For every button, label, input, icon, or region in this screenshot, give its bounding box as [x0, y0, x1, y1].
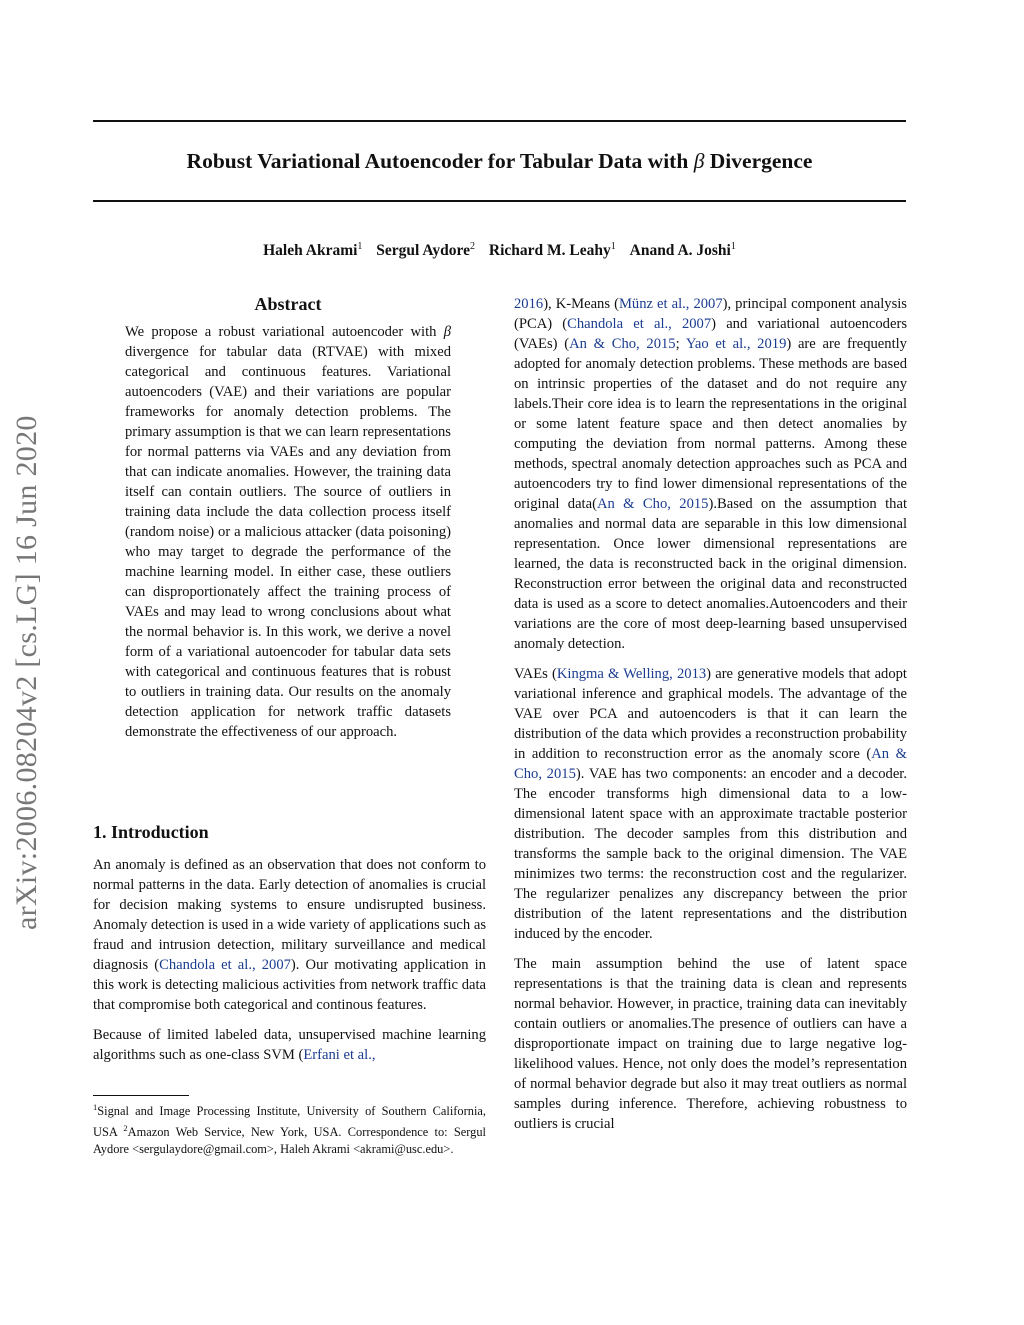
affiliation-mark: 1 [357, 241, 363, 252]
abstract-paragraph: We propose a robust variational autoencoder with β divergence for tabular data (RTVAE) with mixed categorical and continuous features. Variational autoencoders (VAE) and their variations are popular frameworks for anomaly detection problems. The primary assumption is that we can learn representations for normal patterns via VAEs and any deviation from that can indicate anomalies. However, the training data itself can contain outliers. The source of outliers in training data include the data collection process itself (random noise) or a malicious attacker (data poisoning) who may target to degrade the performance of the machine learning model. In either case, these outliers can disproportionately affect the training process of VAEs and may lead to wrong conclusions about what the normal behavior is. In this work, we derive a novel form of a variational autoencoder for tabular data sets with categorical and continuous features that is robust to outliers in training data. Our results on the anomaly detection application for network traffic datasets demonstrate the effectiveness of our approach. [125, 324, 451, 740]
right-column [514, 294, 907, 1144]
citation-link[interactable]: An & Cho, 2015 [514, 746, 907, 782]
title-text: Robust Variational Autoencoder for Tabular Data with [186, 149, 694, 173]
introduction-left-column [93, 855, 486, 1075]
author: Haleh Akrami$^1$ [263, 241, 363, 260]
citation-link[interactable]: 2016 [514, 296, 544, 312]
author-list [93, 236, 906, 262]
beta-symbol: β [443, 324, 451, 340]
right-paragraph-1: 2016), K-Means (Münz et al., 2007), principal component analysis (PCA) (Chandola et al., 2007) and variational autoencoders (VAEs) (An & Cho, 2015; Yao et al., 2019) are are frequently adopted for anomaly detection problems. These methods are based on intrinsic properties of the dataset and do not require any labels.Their core idea is to learn the representations in the original or some latent feature space and then detect anomalies by computing the deviation from normal patterns. Among these methods, spectral anomaly detection approaches such as PCA and autoencoders try to find lower dimensional representations of the original data(An & Cho, 2015).Based on the assumption that anomalies and normal data are separable in this low dimensional representation. Once lower dimensional representations are learned, the data is reconstructed back in the original dimension. Reconstruction error between the original data and reconstructed data is used as a score to detect anomalies.Autoencoders and their variations are the core of most deep-learning based unsupervised anomaly detection. [514, 296, 908, 652]
author: Richard M. Leahy$^1$ [488, 241, 616, 260]
affiliation-mark: 1 [730, 241, 736, 252]
author: Sergul Aydore$^2$ [376, 241, 476, 260]
author: Anand A. Joshi$^1$ [629, 241, 736, 260]
footnote-rule [93, 1095, 189, 1096]
citation-link[interactable]: Erfani et al., [303, 1047, 376, 1063]
title-beta-symbol: β [693, 149, 705, 173]
citation-link[interactable]: Chandola et al., 2007 [159, 957, 291, 973]
title-top-rule [93, 120, 906, 122]
title-bottom-rule [93, 200, 906, 202]
right-paragraph-3: The main assumption behind the use of latent space representations is that the training data is clean and represents normal behavior. However, in practice, training data can inevitably contain outliers or anomalies.The presence of outliers can have a disproportionate impact on training due to large negative log-likelihood values. Hence, not only does the model’s representation of normal behavior degrade but also it may treat outliers as normal samples during inference. Therefore, achieving robustness to outliers is crucial [514, 956, 907, 1132]
affiliation-mark: 1 [610, 241, 616, 252]
paper-title [93, 146, 906, 176]
right-paragraph-2: VAEs (Kingma & Welling, 2013) are generative models that adopt variational inference and graphical models. The advantage of the VAE over PCA and autoencoders is that it can learn the distribution of the data which provides a reconstruction probability in addition to reconstruction error as the anomaly score (An & Cho, 2015). VAE has two components: an encoder and a decoder. The encoder transforms high dimensional data to a low-dimensional latent space with an approximate tractable posterior distribution. The decoder samples from this distribution and transforms the sample back to the original dimension. The VAE minimizes two terms: the reconstruction cost and the regularizer. The regularizer penalizes any discrepancy between the prior distribution of the latent representations and the distribution induced by the encoder. [514, 666, 907, 942]
title-text-end: Divergence [704, 149, 813, 173]
citation-link[interactable]: Yao et al., 2019 [685, 336, 787, 352]
citation-link[interactable]: Kingma & Welling, 2013 [556, 666, 707, 682]
citation-link[interactable]: Münz et al., 2007 [618, 296, 723, 312]
intro-paragraph-1: An anomaly is defined as an observation that does not conform to normal patterns in the data. Early detection of anomalies is crucial for decision making systems to ensure undisrupted business. Anomaly detection is used in a wide variety of applications such as fraud and intrusion detection, military surveillance and medical diagnosis (Chandola et al., 2007). Our motivating application in this work is detecting malicious activities from network traffic data that compromise both categorical and continous features. [93, 857, 486, 1013]
abstract-heading: Abstract [254, 294, 322, 314]
affiliation-mark: 2 [470, 241, 476, 252]
intro-paragraph-2: Because of limited labeled data, unsupervised machine learning algorithms such as one-class SVM (Erfani et al., [93, 1027, 486, 1063]
citation-link[interactable]: Chandola et al., 2007 [567, 316, 712, 332]
citation-link[interactable]: An & Cho, 2015 [569, 336, 676, 352]
abstract-body [125, 322, 451, 752]
arxiv-identifier: arXiv:2006.08204v2 [cs.LG] 16 Jun 2020 [10, 415, 43, 930]
section-heading-introduction: 1. Introduction [93, 822, 209, 842]
affiliation-footnote: $^1$Signal and Image Processing Institute, University of Southern California, USA $^2$Amazon Web Service, New York, USA. Correspondence to: Sergul Aydore <sergulaydore@gmail.com>, Haleh Akrami <akrami@usc.edu>. [93, 1102, 486, 1157]
citation-link[interactable]: An & Cho, 2015 [596, 496, 709, 512]
